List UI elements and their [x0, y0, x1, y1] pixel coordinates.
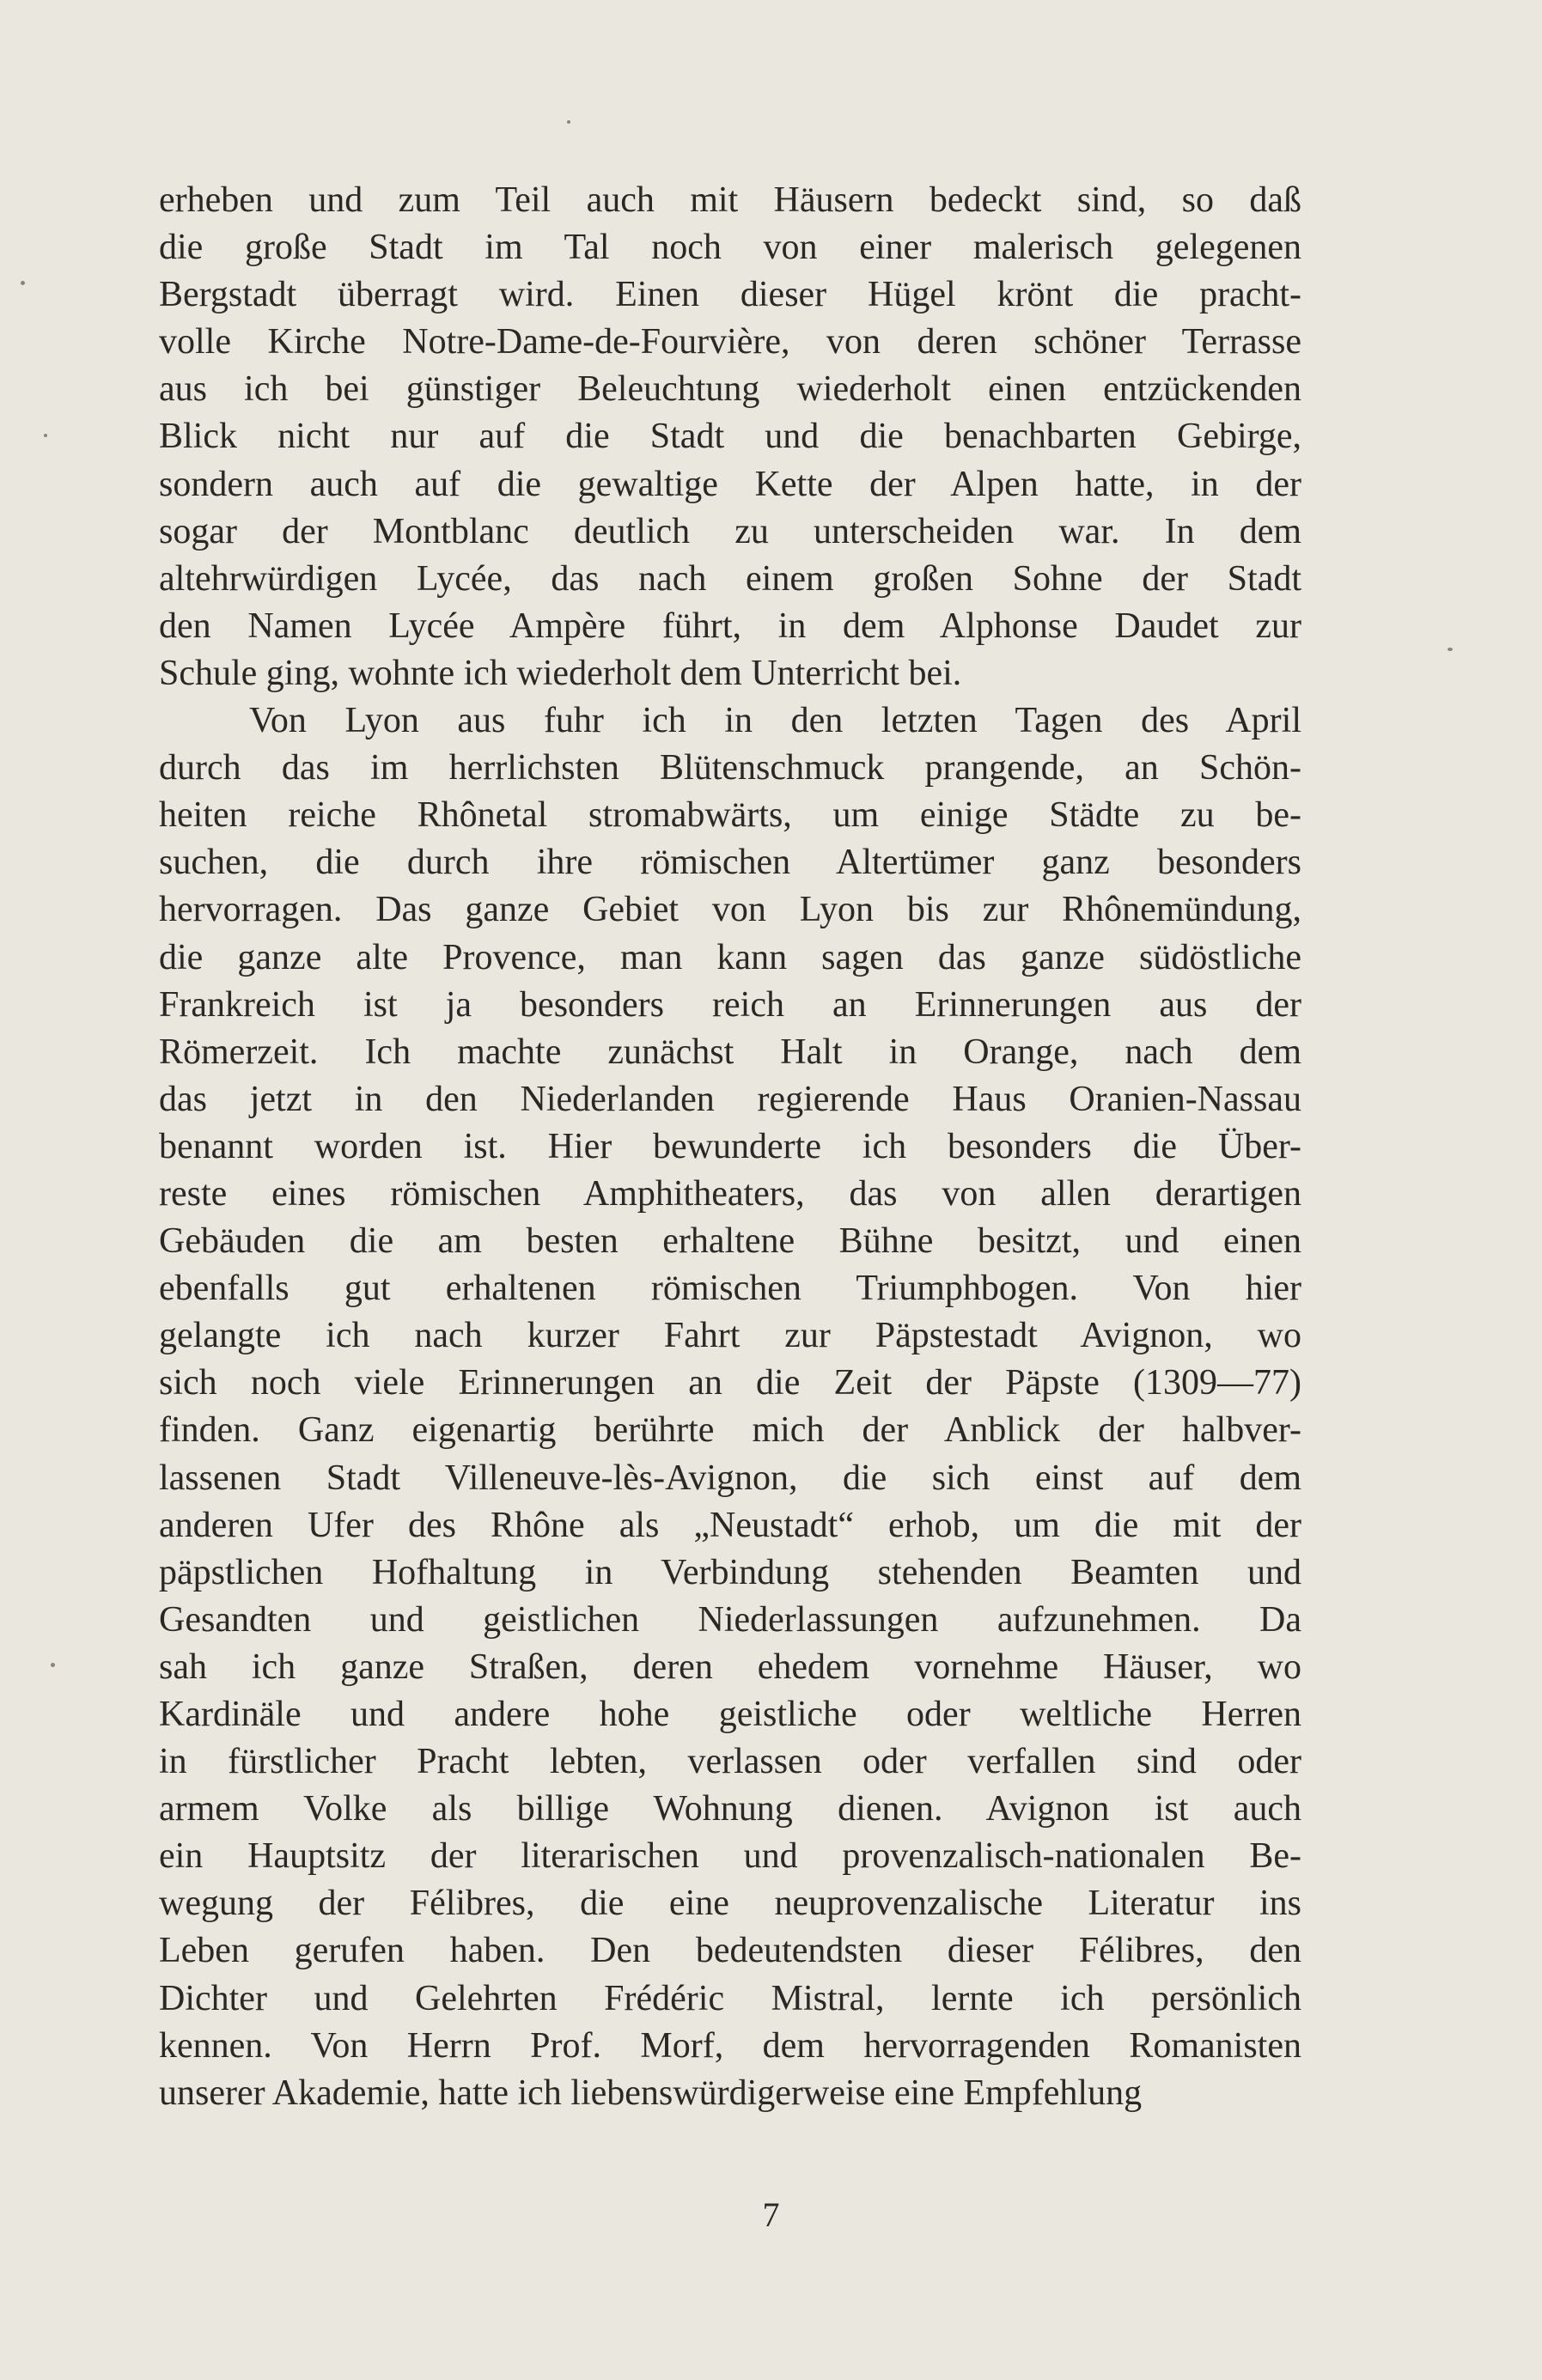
text-line: die große Stadt im Tal noch von einer malerisch gelegenen [159, 228, 1301, 268]
text-line: Leben gerufen haben. Den bedeutendsten dieser Félibres, den [159, 1931, 1301, 1971]
text-line: das jetzt in den Niederlanden regierende Haus Oranien-Nassau [159, 1079, 1301, 1119]
text-line: aus ich bei günstiger Beleuchtung wiederholt einen entzückenden [159, 369, 1301, 410]
text-line: Gesandten und geistlichen Niederlassungen aufzunehmen. Da [159, 1599, 1301, 1640]
speck [44, 434, 47, 437]
text-line: wegung der Félibres, die eine neuprovenzalische Literatur ins [159, 1884, 1301, 1924]
text-line: die ganze alte Provence, man kann sagen das ganze südöstliche [159, 937, 1301, 977]
text-line: erheben und zum Teil auch mit Häusern bedeckt sind, so daß [159, 180, 1301, 220]
text-line: Schule ging, wohnte ich wiederholt dem Unterricht bei. [159, 653, 962, 693]
speck [1448, 648, 1453, 651]
page-body [159, 177, 1301, 2117]
text-line: gelangte ich nach kurzer Fahrt zur Päpstestadt Avignon, wo [159, 1316, 1301, 1356]
text-line: Kardinäle und andere hohe geistliche oder weltliche Herren [159, 1695, 1301, 1734]
text-line: altehrwürdigen Lycée, das nach einem großen Sohne der Stadt [159, 558, 1301, 599]
text-line: volle Kirche Notre-Dame-de-Fourvière, von deren schöner Terrasse [159, 322, 1301, 362]
text-line: heiten reiche Rhônetal stromabwärts, um einige Städte zu be- [159, 795, 1301, 836]
text-line: Frankreich ist ja besonders reich an Erinnerungen aus der [159, 984, 1301, 1025]
text-line: suchen, die durch ihre römischen Altertümer ganz besonders [159, 843, 1301, 883]
text-line: den Namen Lycée Ampère führt, in dem Alphonse Daudet zur [159, 606, 1301, 646]
text-line: durch das im herrlichsten Blütenschmuck prangende, an Schön- [159, 748, 1301, 788]
paragraph [159, 177, 1301, 697]
text-line: sah ich ganze Straßen, deren ehedem vornehme Häuser, wo [159, 1647, 1301, 1687]
speck [21, 281, 25, 285]
text-line: armem Volke als billige Wohnung dienen. Avignon ist auch [159, 1789, 1301, 1829]
speck [51, 1663, 55, 1667]
text-line: kennen. Von Herrn Prof. Morf, dem hervorragenden Romanisten [159, 2025, 1301, 2066]
text-line: finden. Ganz eigenartig berührte mich der Anblick der halbver- [159, 1410, 1301, 1451]
text-line: Römerzeit. Ich machte zunächst Halt in Orange, nach dem [159, 1032, 1301, 1072]
text-line: benannt worden ist. Hier bewunderte ich besonders die Über- [159, 1126, 1301, 1166]
text-line: anderen Ufer des Rhône als „Neustadt“ erhob, um die mit der [159, 1505, 1301, 1545]
text-line: hervorragen. Das ganze Gebiet von Lyon bis zur Rhônemündung, [159, 890, 1301, 930]
text-line: Gebäuden die am besten erhaltene Bühne besitzt, und einen [159, 1221, 1301, 1262]
text-line: päpstlichen Hofhaltung in Verbindung stehenden Beamten und [159, 1552, 1301, 1592]
text-line: lassenen Stadt Villeneuve-lès-Avignon, die sich einst auf dem [159, 1458, 1301, 1498]
speck [567, 120, 570, 124]
text-line: Von Lyon aus fuhr ich in den letzten Tagen des April [249, 701, 1301, 741]
text-line: sich noch viele Erinnerungen an die Zeit der Päpste (1309—77) [159, 1363, 1301, 1403]
text-line: ein Hauptsitz der literarischen und provenzalisch-nationalen Be- [159, 1836, 1301, 1877]
text-line: sogar der Montblanc deutlich zu unterscheiden war. In dem [159, 511, 1301, 551]
page-number: 7 [762, 2195, 780, 2234]
text-line: Bergstadt überragt wird. Einen dieser Hügel krönt die pracht- [159, 275, 1301, 315]
text-line: reste eines römischen Amphitheaters, das von allen derartigen [159, 1173, 1301, 1214]
text-line: Dichter und Gelehrten Frédéric Mistral, lernte ich persönlich [159, 1978, 1301, 2018]
text-line: sondern auch auf die gewaltige Kette der Alpen hatte, in der [159, 464, 1301, 504]
text-line: unserer Akademie, hatte ich liebenswürdigerweise eine Empfehlung [159, 2073, 1143, 2113]
text-line: ebenfalls gut erhaltenen römischen Triumphbogen. Von hier [159, 1269, 1301, 1309]
text-line: in fürstlicher Pracht lebten, verlassen oder verfallen sind oder [159, 1742, 1301, 1782]
paragraph [159, 697, 1301, 2117]
text-line: Blick nicht nur auf die Stadt und die benachbarten Gebirge, [159, 417, 1301, 457]
